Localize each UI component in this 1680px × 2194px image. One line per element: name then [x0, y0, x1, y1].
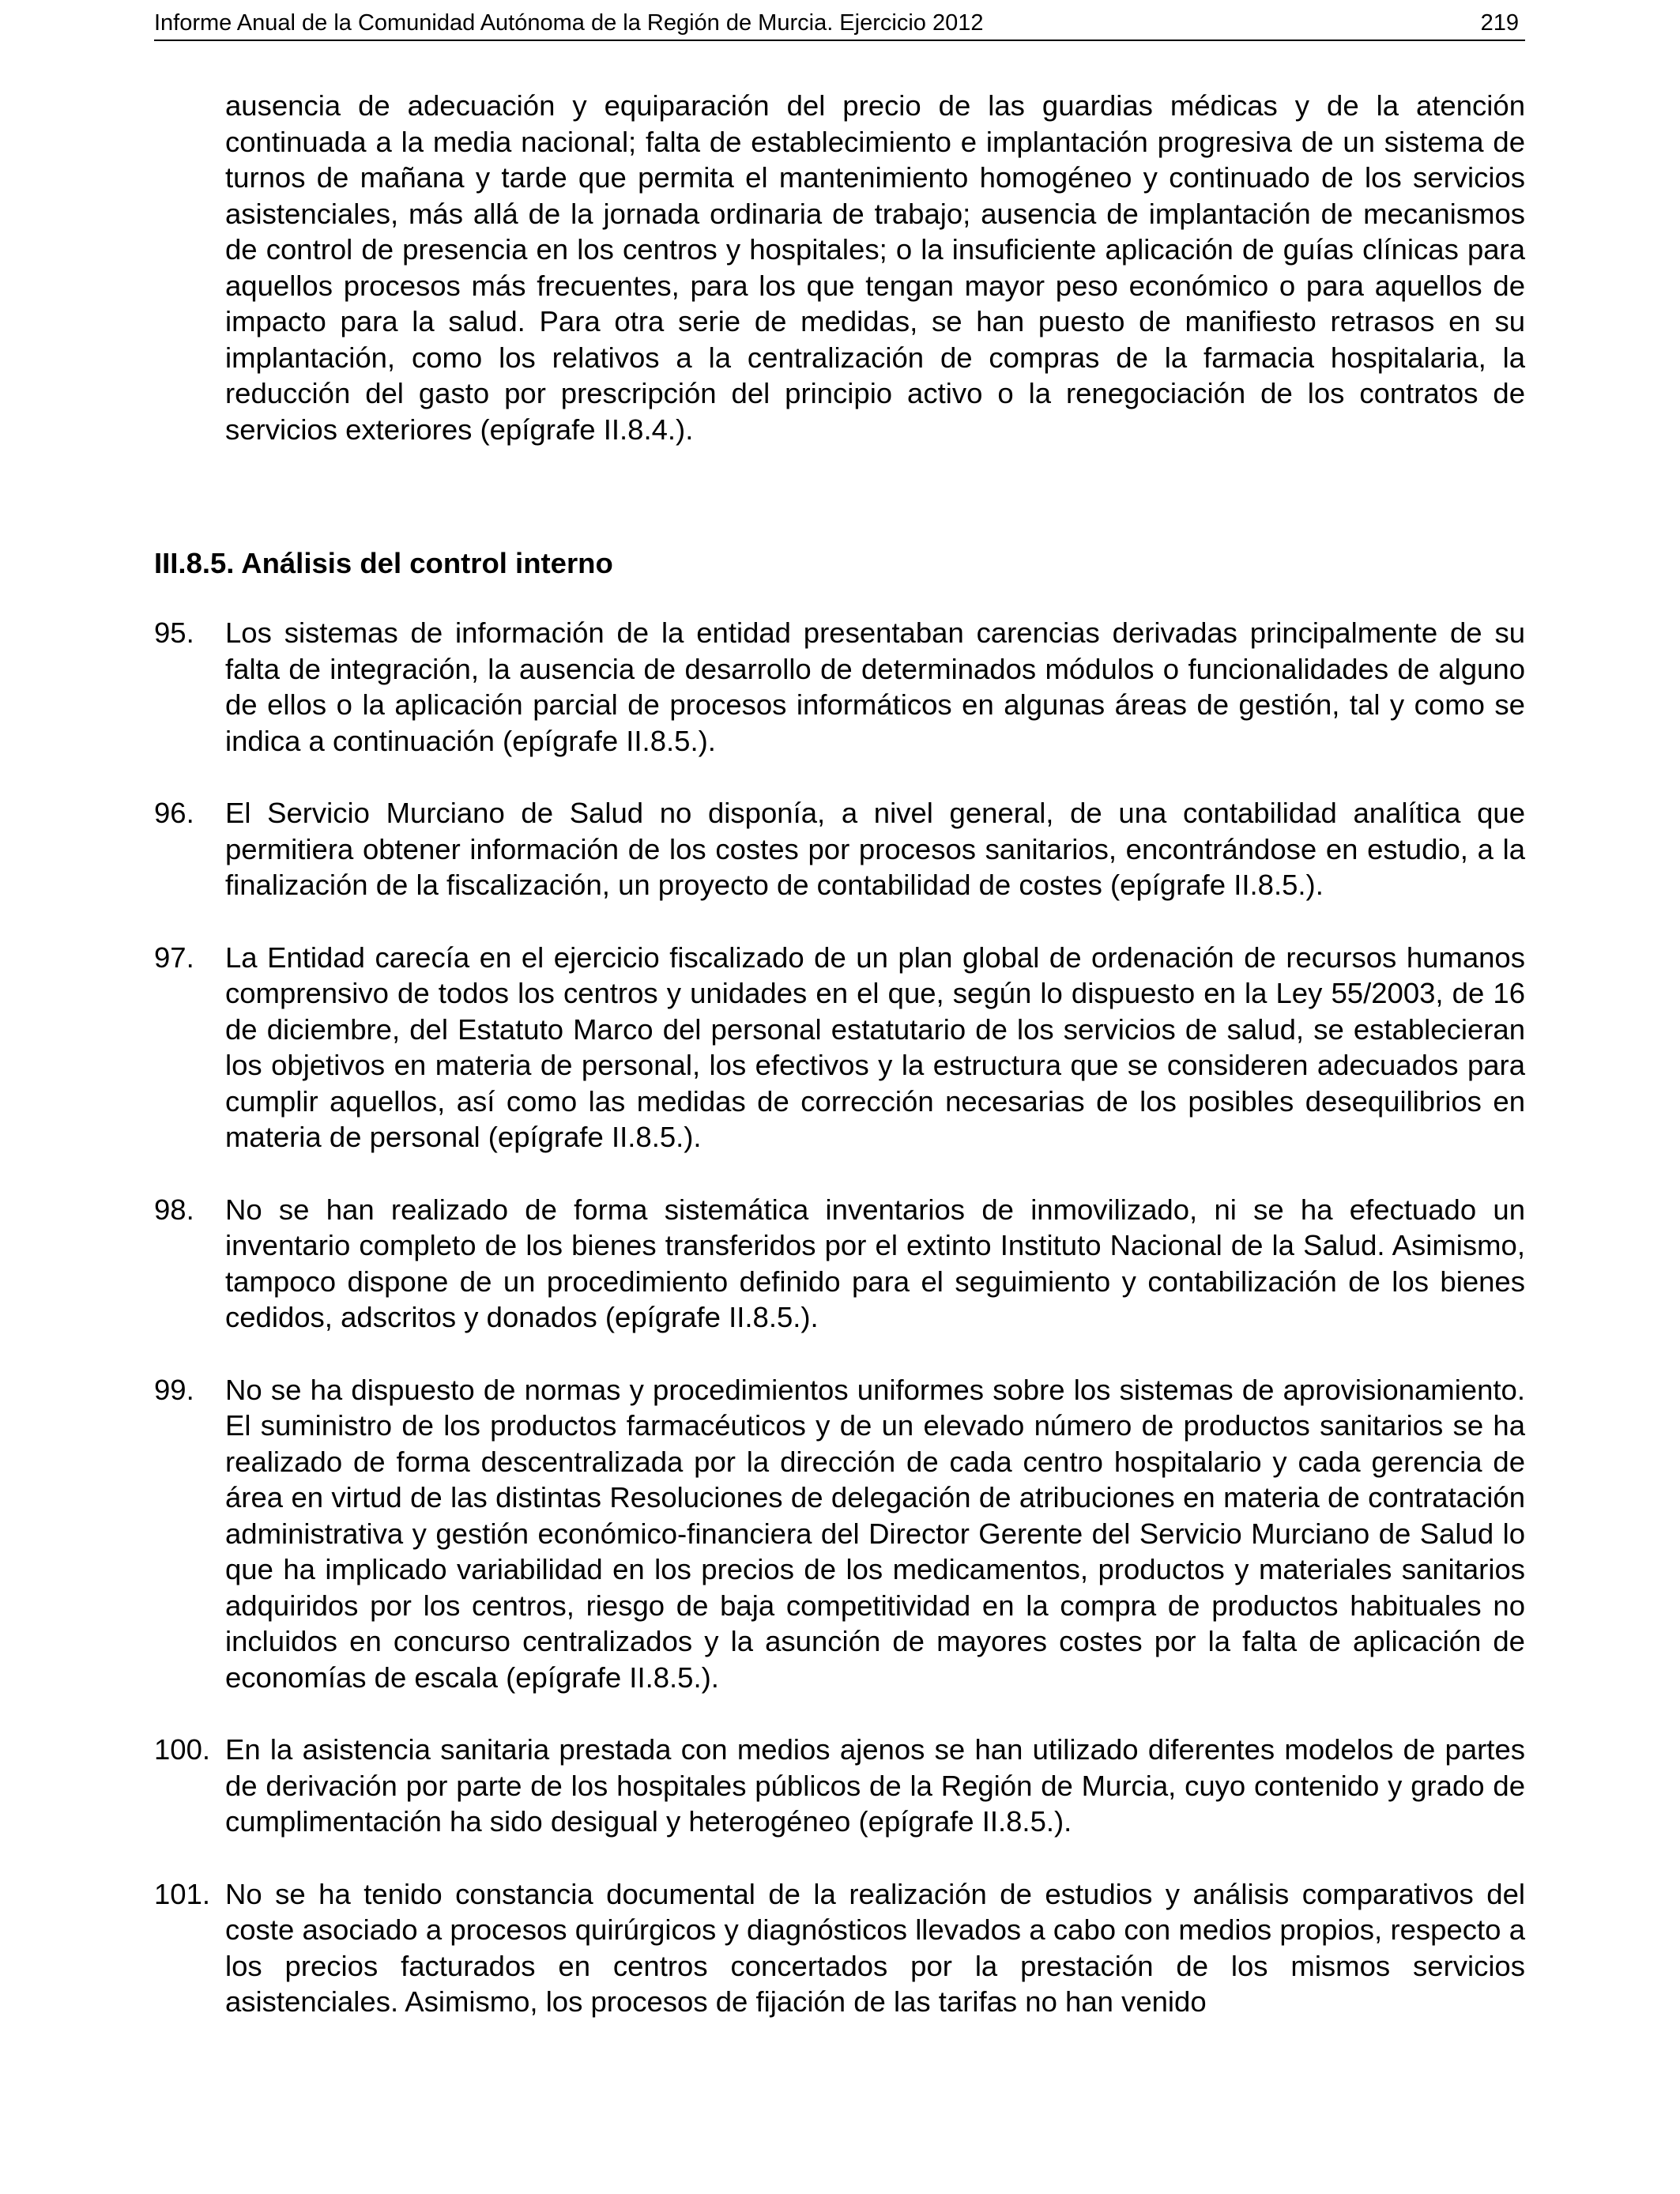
page-number: 219 — [1480, 10, 1519, 36]
list-item-101 — [154, 1876, 1525, 2020]
item-text: El Servicio Murciano de Salud no disponía, a nivel general, de una contabilidad analítica que permitiera obtener información de los costes por procesos sanitarios, encontrándose en estudio, a la finalización de la fiscalización, un proyecto de contabilidad de costes (epígrafe II.8.5.). — [225, 797, 1525, 901]
page-header — [154, 6, 1525, 41]
item-number: 95. — [154, 616, 194, 649]
item-number: 98. — [154, 1193, 194, 1226]
item-text: No se han realizado de forma sistemática inventarios de inmovilizado, ni se ha efectuado un inventario completo de los bienes transferidos por el extinto Instituto Nacional de la Salud. Asimismo, tampoco dispone de un procedimiento definido para el seguimiento y contabilización de los bienes cedidos, adscritos y donados (epígrafe II.8.5.). — [225, 1193, 1525, 1333]
item-text: No se ha dispuesto de normas y procedimientos uniformes sobre los sistemas de aprovisionamiento. El suministro de los productos farmacéuticos y de un elevado número de productos sanitarios se ha realizado de forma descentralizada por la dirección de cada centro hospitalario y cada gerencia de área en virtud de las distintas Resoluciones de delegación de atribuciones en materia de contratación administrativa y gestión económico-financiera del Director Gerente del Servicio Murciano de Salud lo que ha implicado variabilidad en los precios de los medicamentos, productos y materiales sanitarios adquiridos por los centros, riesgo de baja competitividad en la compra de productos habituales no incluidos en concurso centralizados y la asunción de mayores costes por la falta de aplicación de economías de escala (epígrafe II.8.5.). — [225, 1373, 1525, 1694]
list-item-95 — [154, 615, 1525, 759]
item-number: 101. — [154, 1877, 211, 1910]
item-number: 97. — [154, 941, 194, 974]
numbered-list — [154, 615, 1525, 2056]
item-number: 96. — [154, 797, 194, 829]
list-item-97 — [154, 940, 1525, 1155]
item-number: 99. — [154, 1373, 194, 1406]
list-item-96 — [154, 795, 1525, 903]
item-text: La Entidad carecía en el ejercicio fiscalizado de un plan global de ordenación de recursos humanos comprensivo de todos los centros y unidades en el que, según lo dispuesto en la Ley 55/2003, de 16 de diciembre, del Estatuto Marco del personal estatutario de los servicios de salud, se establecieran los objetivos en materia de personal, los efectivos y la estructura que se consideren adecuados para cumplir aquellos, así como las medidas de corrección necesarias de los posibles desequilibrios en materia de personal (epígrafe II.8.5.). — [225, 941, 1525, 1153]
intro-paragraph: ausencia de adecuación y equiparación del precio de las guardias médicas y de la atención continuada a la media nacional; falta de establecimiento e implantación progresiva de un sistema de turnos de mañana y tarde que permita el mantenimiento homogéneo y continuado de los servicios asistenciales, más allá de la jornada ordinaria de trabajo; ausencia de implantación de mecanismos de control de presencia en los centros y hospitales; o la insuficiente aplicación de guías clínicas para aquellos procesos más frecuentes, para los que tengan mayor peso económico o para aquellos de impacto para la salud. Para otra serie de medidas, se han puesto de manifiesto retrasos en su implantación, como los relativos a la centralización de compras de la farmacia hospitalaria, la reducción del gasto por prescripción del principio activo o la renegociación de los contratos de servicios exteriores (epígrafe II.8.4.). — [225, 89, 1525, 446]
list-item-100 — [154, 1732, 1525, 1840]
item-text: No se ha tenido constancia documental de la realización de estudios y análisis comparativos del coste asociado a procesos quirúrgicos y diagnósticos llevados a cabo con medios propios, respecto a los precios facturados en centros concertados por la prestación de los mismos servicios asistenciales. Asimismo, los procesos de fijación de las tarifas no han venido — [225, 1877, 1525, 2018]
section-heading: III.8.5. Análisis del control interno — [154, 547, 613, 579]
list-item-98 — [154, 1192, 1525, 1336]
list-item-99 — [154, 1372, 1525, 1696]
item-text: Los sistemas de información de la entidad presentaban carencias derivadas principalmente de su falta de integración, la ausencia de desarrollo de determinados módulos o funcionalidades de alguno de ellos o la aplicación parcial de procesos informáticos en algunas áreas de gestión, tal y como se indica a continuación (epígrafe II.8.5.). — [225, 616, 1525, 757]
header-title: Informe Anual de la Comunidad Autónoma de la Región de Murcia. Ejercicio 2012 — [154, 10, 984, 36]
item-text: En la asistencia sanitaria prestada con medios ajenos se han utilizado diferentes modelos de partes de derivación por parte de los hospitales públicos de la Región de Murcia, cuyo contenido y grado de cumplimentación ha sido desigual y heterogéneo (epígrafe II.8.5.). — [225, 1733, 1525, 1838]
item-number: 100. — [154, 1733, 211, 1766]
